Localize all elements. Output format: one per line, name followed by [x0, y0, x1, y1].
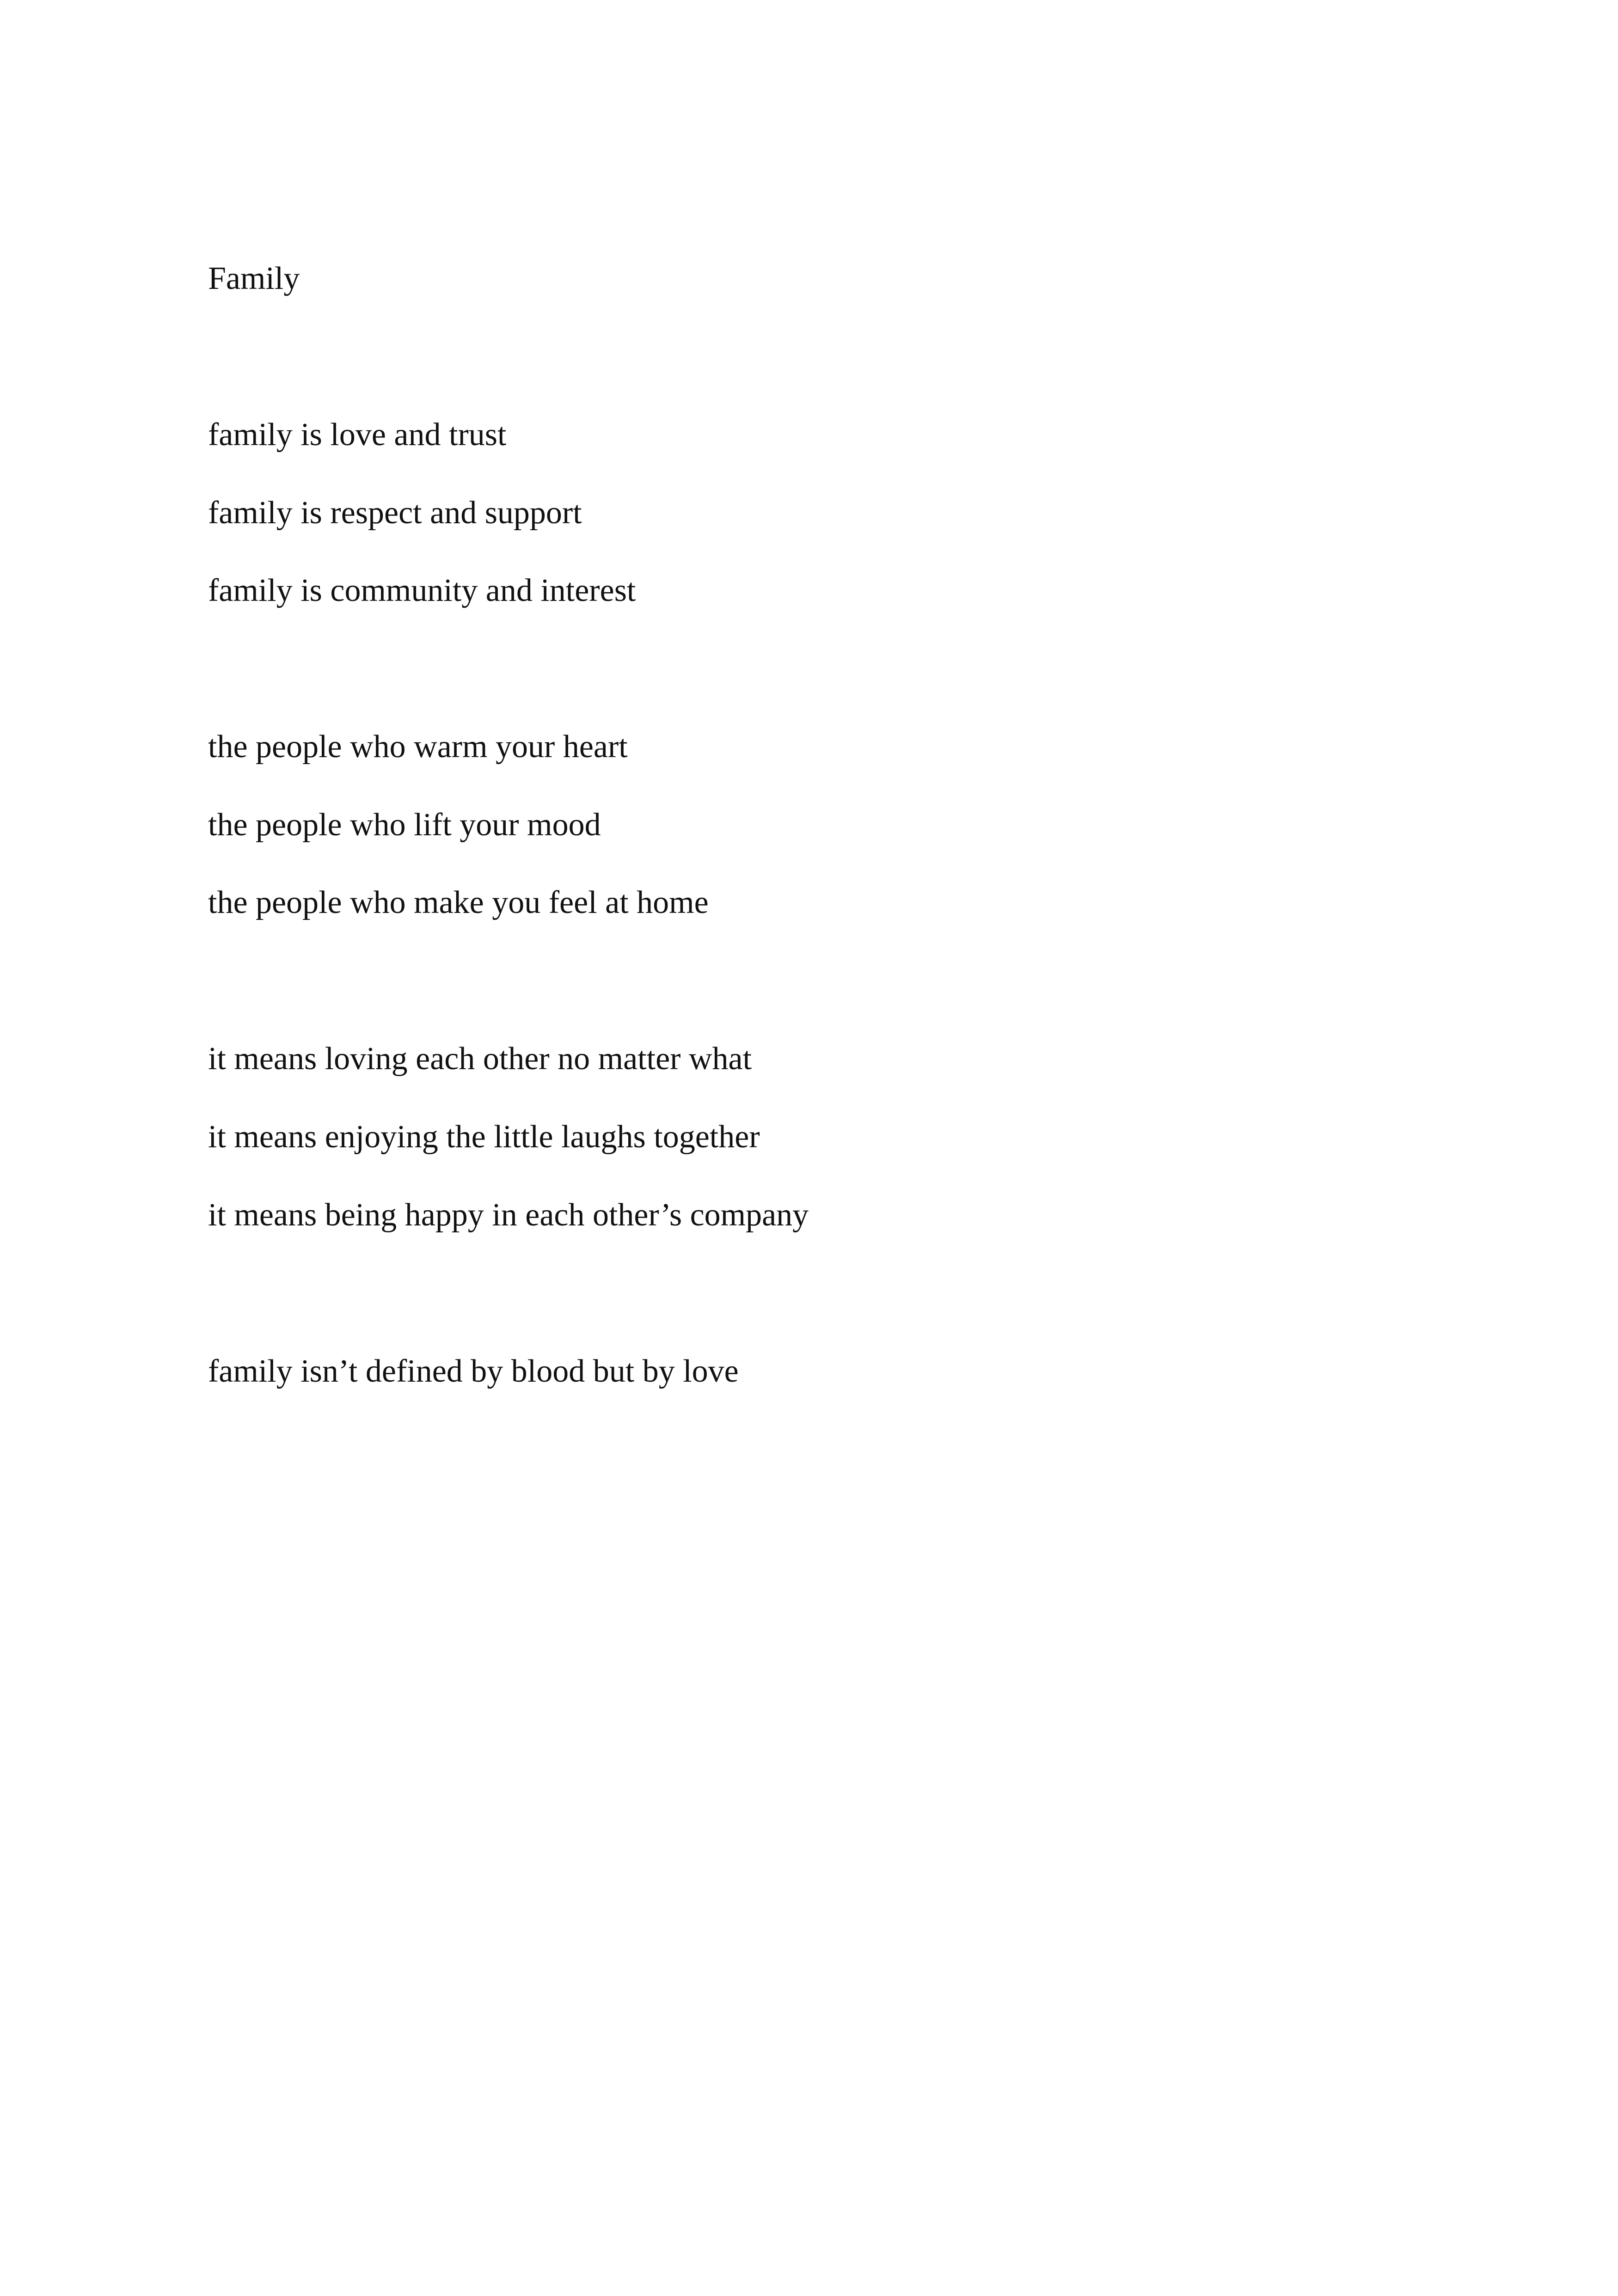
poem-line: the people who warm your heart	[208, 729, 628, 765]
poem-line: family is love and trust	[208, 417, 507, 453]
poem-title: Family	[208, 261, 300, 296]
poem-line: the people who make you feel at home	[208, 885, 709, 920]
poem-line: family is community and interest	[208, 573, 636, 608]
poem-line: family isn’t defined by blood but by love	[208, 1353, 739, 1389]
poem-line: it means being happy in each other’s company	[208, 1197, 809, 1233]
poem-line: family is respect and support	[208, 495, 582, 531]
poem-line: it means enjoying the little laughs together	[208, 1119, 760, 1155]
poem-line: it means loving each other no matter what	[208, 1041, 752, 1077]
poem-line: the people who lift your mood	[208, 807, 601, 843]
